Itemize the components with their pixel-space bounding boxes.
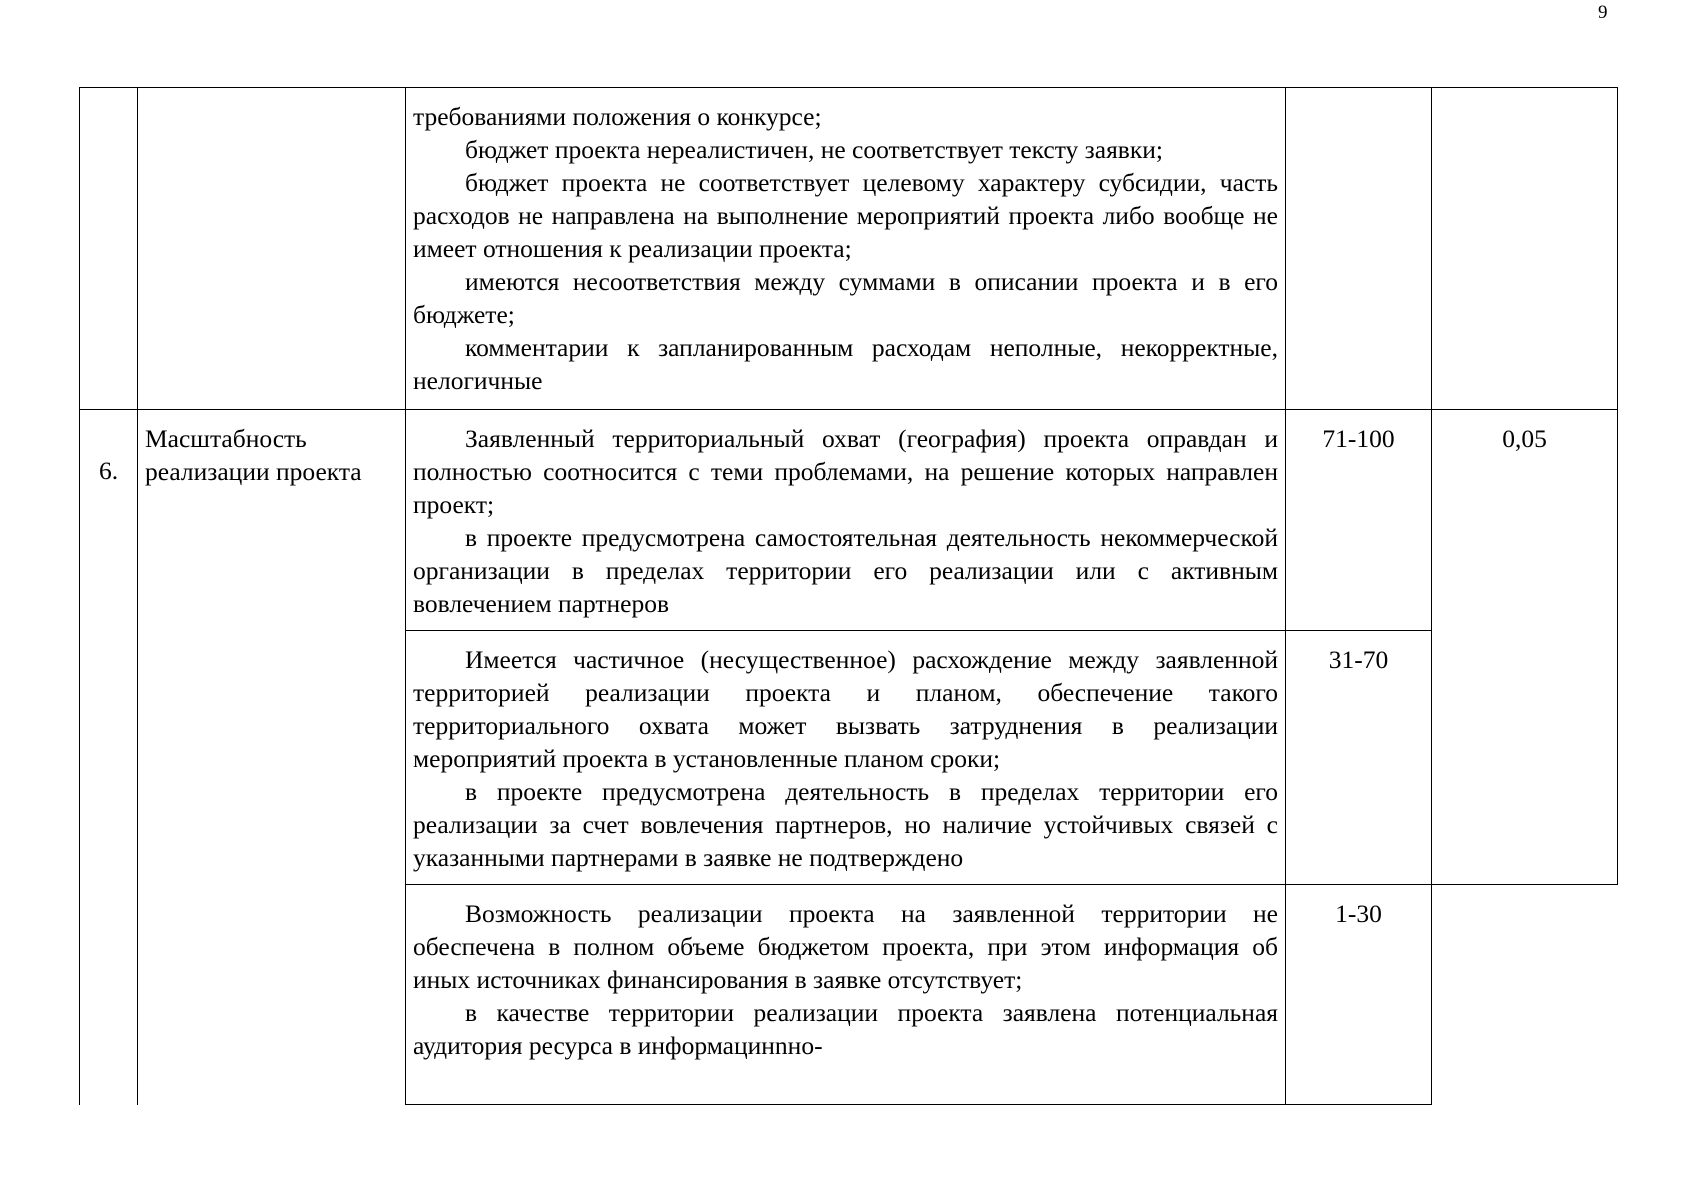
criterion-row — [80, 410, 1618, 631]
criteria-table — [79, 87, 1618, 1105]
continuation-row — [80, 88, 1618, 410]
continuation-paragraph: бюджет проекта не соответствует целевому характеру субсидии, часть расходов не направлена на выполнение мероприятий проекта либо вообще не имеет отношения к реализации проекта; — [413, 168, 1278, 263]
level-paragraph: Заявленный территориальный охват (география) проекта оправдан и полностью соотносится с теми проблемами, на решение которых направлен проект; — [413, 424, 1278, 519]
continuation-name-cell — [138, 88, 406, 410]
level-score-cell — [1286, 410, 1432, 631]
empty-weight-cell — [1432, 885, 1618, 1105]
continuation-weight-cell — [1432, 88, 1618, 410]
level-description-cell — [406, 631, 1286, 885]
criterion-name: Масштабность реализации проекта — [145, 424, 362, 486]
criterion-number: 6. — [98, 456, 119, 485]
continuation-score-cell — [1286, 88, 1432, 410]
continuation-description-cell — [406, 88, 1286, 410]
continuation-paragraph: имеются несоответствия между суммами в описании проекта и в его бюджете; — [413, 267, 1278, 329]
criterion-number-cell — [80, 410, 138, 1105]
level-score-cell — [1286, 885, 1432, 1105]
level-description-cell — [406, 410, 1286, 631]
level-paragraph: в качестве территории реализации проекта заявлена потенциальная аудитория ресурса в информацинnно- — [413, 998, 1278, 1060]
criterion-name-cell — [138, 410, 406, 1105]
level-score: 31-70 — [1328, 645, 1389, 674]
criterion-weight: 0,05 — [1502, 424, 1547, 453]
level-score: 1-30 — [1335, 899, 1382, 928]
continuation-paragraph: требованиями положения о конкурсе; — [413, 102, 822, 131]
level-score: 71-100 — [1322, 424, 1395, 453]
level-paragraph: Имеется частичное (несущественное) расхождение между заявленной территорией реализации проекта и планом, обеспечение такого территориального охвата может вызвать затруднения в реализации мероприятий проекта в установленные планом сроки; — [413, 645, 1278, 773]
level-description-cell — [406, 885, 1286, 1105]
level-paragraph: Возможность реализации проекта на заявленной территории не обеспечена в полном объеме бюджетом проекта, при этом информация об иных источниках финансирования в заявке отсутствует; — [413, 899, 1278, 994]
level-paragraph: в проекте предусмотрена самостоятельная деятельность некоммерческой организации в пределах территории его реализации или с активным вовлечением партнеров — [413, 523, 1278, 618]
level-paragraph: в проекте предусмотрена деятельность в пределах территории его реализации за счет вовлечения партнеров, но наличие устойчивых связей с указанными партнерами в заявке не подтверждено — [413, 777, 1278, 872]
level-score-cell — [1286, 631, 1432, 885]
page-number: 9 — [1598, 2, 1608, 23]
continuation-number-cell — [80, 88, 138, 410]
continuation-paragraph: комментарии к запланированным расходам неполные, некорректные, нелогичные — [413, 333, 1278, 395]
criterion-weight-cell — [1432, 410, 1618, 885]
continuation-paragraph: бюджет проекта нереалистичен, не соответствует тексту заявки; — [465, 135, 1163, 164]
